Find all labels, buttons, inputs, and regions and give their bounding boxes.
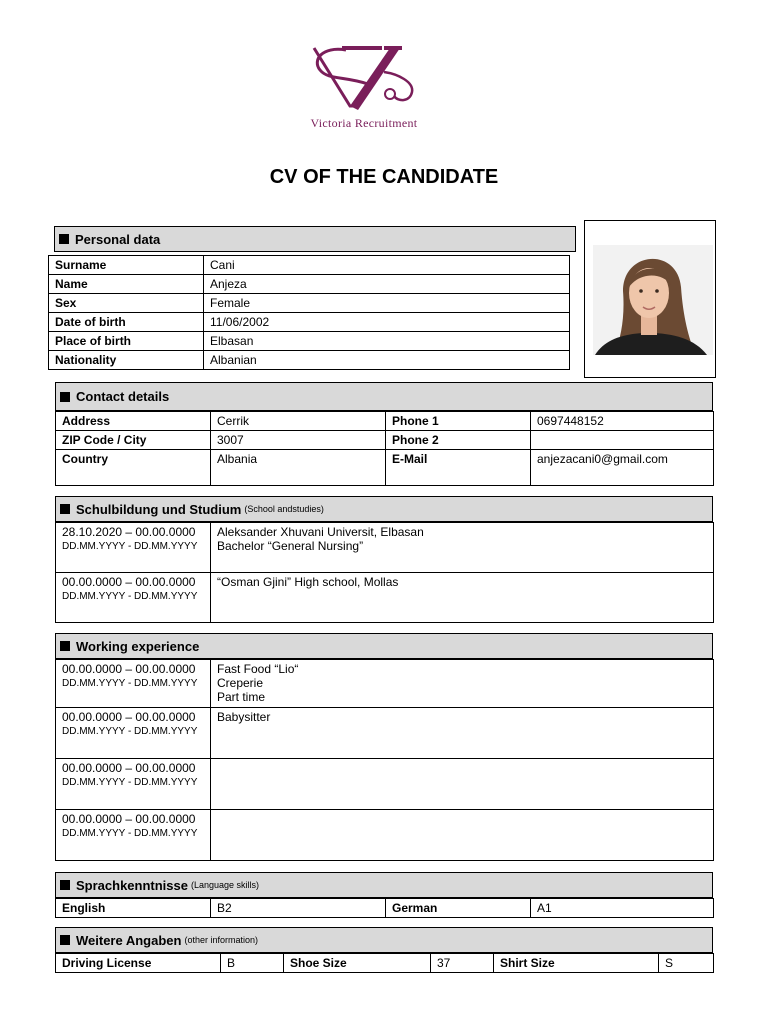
entry-description	[211, 810, 714, 861]
section-title: Personal data	[75, 231, 161, 247]
bullet-square-icon	[60, 641, 70, 651]
field-value: anjezacani0@gmail.com	[531, 450, 714, 486]
entry-line: Part time	[217, 690, 266, 704]
field-value: 3007	[211, 431, 386, 450]
table-row	[49, 332, 570, 351]
table-row	[49, 351, 570, 370]
entry-description	[211, 660, 714, 708]
field-label: Country	[56, 450, 211, 486]
entry-description	[211, 523, 714, 573]
date-format: DD.MM.YYYY - DD.MM.YYYY	[62, 541, 198, 552]
date-format: DD.MM.YYYY - DD.MM.YYYY	[62, 777, 198, 788]
section-header-language	[55, 872, 713, 898]
table-row	[56, 660, 714, 708]
field-label: Sex	[49, 294, 204, 313]
table-row	[56, 899, 714, 918]
date-value: 00.00.0000 – 00.00.0000	[62, 812, 196, 826]
bullet-square-icon	[60, 504, 70, 514]
table-row	[56, 431, 714, 450]
entry-description	[211, 759, 714, 810]
victoria-v-monogram-icon	[272, 10, 456, 114]
entry-line: Fast Food “Lio“	[217, 662, 299, 676]
date-range	[56, 759, 211, 810]
table-row	[56, 954, 714, 973]
field-label: Surname	[49, 256, 204, 275]
field-label: Phone 2	[386, 431, 531, 450]
section-title: Weitere Angaben	[76, 932, 182, 948]
bullet-square-icon	[60, 880, 70, 890]
field-value: Albanian	[204, 351, 570, 370]
date-range	[56, 810, 211, 861]
section-header-other	[55, 927, 713, 953]
table-row	[56, 573, 714, 623]
field-value: B	[221, 954, 284, 973]
language-name: German	[386, 899, 531, 918]
entry-line: “Osman Gjini” High school, Mollas	[217, 575, 399, 589]
section-title: Schulbildung und Studium	[76, 501, 242, 517]
field-value: Cani	[204, 256, 570, 275]
date-value: 28.10.2020 – 00.00.0000	[62, 525, 196, 539]
field-label: Date of birth	[49, 313, 204, 332]
field-value: S	[659, 954, 714, 973]
page-title: CV OF THE CANDIDATE	[269, 166, 499, 188]
entry-line: Creperie	[217, 676, 264, 690]
table-row	[49, 313, 570, 332]
section-subtitle: (School andstudies)	[244, 504, 324, 514]
table-row	[56, 450, 714, 486]
bullet-square-icon	[60, 935, 70, 945]
field-value: Anjeza	[204, 275, 570, 294]
table-row	[49, 294, 570, 313]
section-title: Working experience	[76, 638, 200, 654]
entry-description	[211, 573, 714, 623]
date-value: 00.00.0000 – 00.00.0000	[62, 662, 196, 676]
entry-line: Babysitter	[217, 710, 271, 724]
table-row	[49, 256, 570, 275]
field-value: Elbasan	[204, 332, 570, 351]
section-subtitle: (other information)	[184, 935, 258, 945]
work-table	[55, 659, 714, 861]
personal-data-table	[48, 255, 570, 370]
candidate-photo	[584, 220, 716, 378]
field-label: E-Mail	[386, 450, 531, 486]
entry-line: Aleksander Xhuvani Universit, Elbasan	[217, 525, 424, 539]
brand-name: Victoria Recruitment	[310, 116, 418, 130]
table-row	[56, 810, 714, 861]
field-value: Albania	[211, 450, 386, 486]
date-range	[56, 523, 211, 573]
section-title: Sprachkenntnisse	[76, 877, 188, 893]
date-value: 00.00.0000 – 00.00.0000	[62, 761, 196, 775]
field-label: Shoe Size	[284, 954, 431, 973]
field-value: Female	[204, 294, 570, 313]
field-label: Shirt Size	[494, 954, 659, 973]
section-header-school	[55, 496, 713, 522]
table-row	[56, 759, 714, 810]
section-subtitle: (Language skills)	[191, 880, 260, 890]
section-header-work	[55, 633, 713, 659]
date-format: DD.MM.YYYY - DD.MM.YYYY	[62, 726, 198, 737]
field-label: Driving License	[56, 954, 221, 973]
school-table	[55, 522, 714, 623]
field-label: Address	[56, 412, 211, 431]
portrait-icon	[585, 221, 714, 376]
section-header-personal	[54, 226, 576, 252]
contact-table	[55, 411, 714, 486]
date-range	[56, 660, 211, 708]
language-name: English	[56, 899, 211, 918]
table-row	[56, 708, 714, 759]
section-header-contact	[55, 382, 713, 411]
date-format: DD.MM.YYYY - DD.MM.YYYY	[62, 828, 198, 839]
date-range	[56, 573, 211, 623]
entry-line: Bachelor “General Nursing”	[217, 539, 364, 553]
field-value: Cerrik	[211, 412, 386, 431]
table-row	[49, 275, 570, 294]
language-level: B2	[211, 899, 386, 918]
language-level: A1	[531, 899, 714, 918]
date-format: DD.MM.YYYY - DD.MM.YYYY	[62, 678, 198, 689]
field-label: ZIP Code / City	[56, 431, 211, 450]
section-title: Contact details	[76, 389, 170, 404]
date-format: DD.MM.YYYY - DD.MM.YYYY	[62, 591, 198, 602]
company-logo	[272, 10, 456, 140]
field-label: Place of birth	[49, 332, 204, 351]
other-info-table	[55, 953, 714, 973]
field-value: 37	[431, 954, 494, 973]
date-value: 00.00.0000 – 00.00.0000	[62, 710, 196, 724]
field-label: Nationality	[49, 351, 204, 370]
language-table	[55, 898, 714, 918]
field-label: Name	[49, 275, 204, 294]
table-row	[56, 523, 714, 573]
bullet-square-icon	[59, 234, 69, 244]
field-label: Phone 1	[386, 412, 531, 431]
date-range	[56, 708, 211, 759]
field-value: 11/06/2002	[204, 313, 570, 332]
field-value	[531, 431, 714, 450]
field-value: 0697448152	[531, 412, 714, 431]
table-row	[56, 412, 714, 431]
entry-description	[211, 708, 714, 759]
bullet-square-icon	[60, 392, 70, 402]
date-value: 00.00.0000 – 00.00.0000	[62, 575, 196, 589]
